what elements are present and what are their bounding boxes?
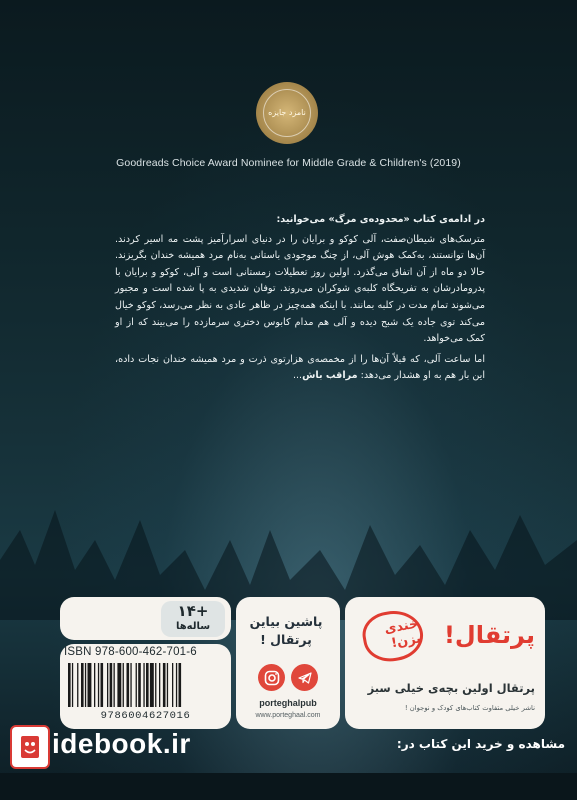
- barcode-number: 9786004627016: [100, 710, 191, 722]
- barcode-bar: [143, 663, 144, 707]
- barcode-bar: [72, 663, 73, 707]
- watermark-strip[interactable]: [0, 725, 577, 771]
- description-emphasis: مراقب باش: [302, 370, 358, 382]
- watermark-logo[interactable]: idebook.ir: [52, 728, 191, 759]
- social-title: [240, 613, 332, 649]
- social-handle: porteghalpub: [259, 698, 317, 708]
- barcode-bar: [176, 663, 177, 707]
- barcode-bar: [138, 663, 141, 707]
- barcode-bar: [110, 663, 113, 707]
- barcode-bar: [159, 663, 160, 707]
- barcode-bar: [155, 663, 156, 707]
- barcode-bar: [68, 663, 71, 707]
- description-ellipsis: ...: [292, 370, 303, 382]
- barcode-bar: [130, 663, 131, 707]
- award-badge-text: نامزد جایزه: [263, 89, 311, 137]
- isbn-label: ISBN 978-600-462-701-6: [64, 646, 197, 658]
- publisher-panel: [345, 597, 545, 729]
- age-panel: [60, 597, 231, 640]
- barcode-bar: [114, 663, 115, 707]
- instagram-icon: [258, 664, 285, 691]
- publisher-slogan: پرتقال اولین بچه‌ی خیلی سبز: [367, 681, 535, 695]
- publisher-website: www.porteghaal.com: [255, 712, 321, 719]
- bottom-band: [0, 773, 577, 800]
- description-paragraph-2: [115, 352, 485, 385]
- award-badge: [256, 82, 318, 144]
- barcode-bar: [172, 663, 173, 707]
- publisher-badge: خندی بزن!: [359, 606, 427, 666]
- barcode-bar: [127, 663, 130, 707]
- description-heading: در ادامه‌ی کتاب «محدوده‌ی مرگ» می‌خوانید:: [276, 214, 485, 225]
- social-title-line-2: پرتقال !: [260, 632, 312, 647]
- barcode-bar: [101, 663, 104, 707]
- social-title-line-1: پاشین بیاین: [249, 614, 323, 629]
- age-rating-badge: [161, 601, 225, 637]
- barcode: [66, 663, 224, 707]
- barcode-bar: [107, 663, 108, 707]
- barcode-bar: [179, 663, 182, 707]
- barcode-bar: [163, 663, 166, 707]
- isbn-panel: [60, 644, 231, 729]
- barcode-bar: [85, 663, 86, 707]
- social-icons: [236, 664, 340, 691]
- social-panel: [236, 597, 340, 729]
- publisher-subtitle: ناشر خیلی متفاوت کتاب‌های کودک و نوجوان !: [404, 704, 535, 712]
- barcode-bar: [146, 663, 149, 707]
- age-label: ساله‌ها: [175, 621, 211, 632]
- book-icon: [10, 725, 50, 769]
- book-description: [115, 212, 485, 389]
- barcode-bar: [88, 663, 92, 707]
- barcode-bar: [123, 663, 124, 707]
- barcode-bar: [98, 663, 99, 707]
- barcode-bar: [81, 663, 84, 707]
- watermark-slogan: مشاهده و خرید این کتاب در:: [396, 737, 565, 751]
- description-paragraph-2-text: اما ساعت آلی، که قبلاً آن‌ها را از مخمصه‌ی هزارتوی ذرت و مرد همیشه خندان نجات داده، این بار هم به او هشدار می‌دهد:: [115, 353, 485, 382]
- barcode-bar: [77, 663, 78, 707]
- barcode-bar: [136, 663, 137, 707]
- description-paragraph-1: مترسک‌های شیطان‌صفت، آلی کوکو و برایان را در دنیای اسرارآمیز پشت مه اسیر کردند. آن‌ها توانستند، به‌کمک هوش آلی، از چنگ موجودی باستانی به‌نام مرد همیشه خندان بگریزند. حالا دو ماه از آن اتفاق می‌گذرد. اولین روز تعطیلات زمستانی است و آلی، کوکو و برایان با پدرومادرشان به تفریحگاه کلبه‌ی شوکران می‌روند. توفان شدیدی به پا شده است و مجبور می‌شوند تمام مدت در کلبه بمانند. با اینکه همه‌چیز در ظاهر عادی به نظر می‌رسد، کوکو خیال می‌کند توی جاده یک شبح دیده و آلی هم مدام کابوس دختری سرمازده را می‌بیند که از او کمک می‌خواهد.: [115, 233, 485, 345]
- barcode-bar: [150, 663, 154, 707]
- barcode-bar: [94, 663, 95, 707]
- publisher-logo: پرتقال!: [443, 621, 535, 649]
- award-nominee-line: Goodreads Choice Award Nominee for Middle Grade & Children's (2019): [116, 157, 461, 169]
- telegram-icon: [291, 664, 318, 691]
- barcode-bar: [167, 663, 168, 707]
- age-number: +۱۴: [177, 602, 209, 620]
- barcode-bar: [117, 663, 121, 707]
